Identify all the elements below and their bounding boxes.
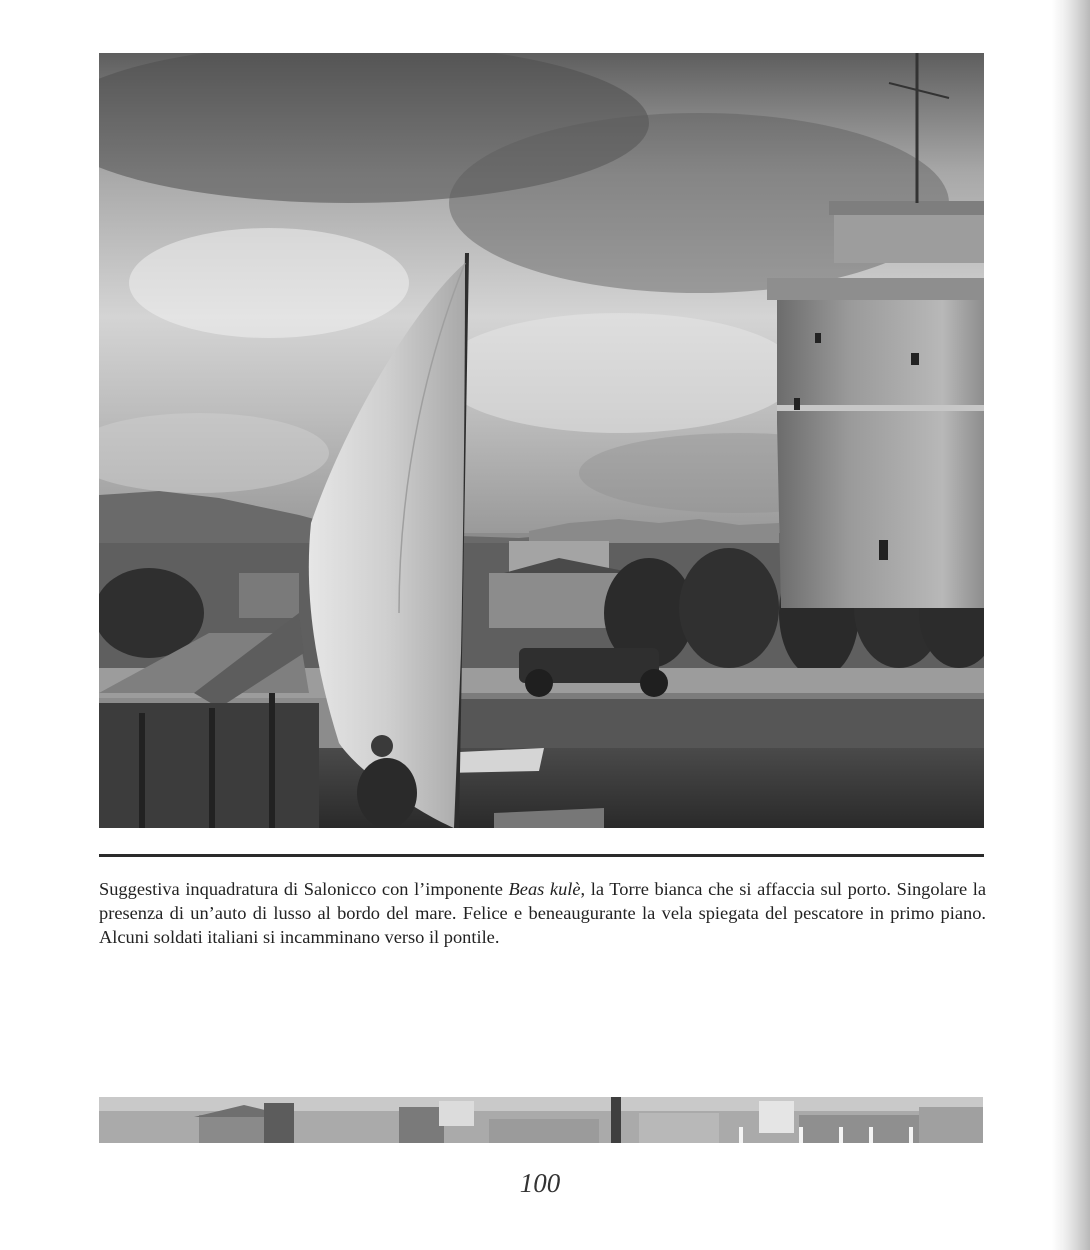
- page-number: 100: [519, 1168, 561, 1198]
- page-edge-shadow: [1062, 0, 1090, 1250]
- caption-text-start: Suggestiva inquadratura di Salonicco con l’imponente: [99, 879, 509, 899]
- decorative-photo-strip: [99, 1097, 983, 1143]
- photo-caption: [99, 877, 986, 949]
- caption-rule: [99, 854, 984, 857]
- caption-emphasis: Beas kulè: [508, 879, 581, 899]
- photo-white-tower-thessaloniki: [99, 53, 984, 828]
- caption-text-end: , la Torre bianca che si affaccia sul porto. Singolare la presenza di un’auto di lusso al bordo del mare. Felice e beneaugurante la vela spiegata del pescatore in primo piano. Alcuni soldati italiani si incamminano verso il pontile.: [99, 879, 986, 947]
